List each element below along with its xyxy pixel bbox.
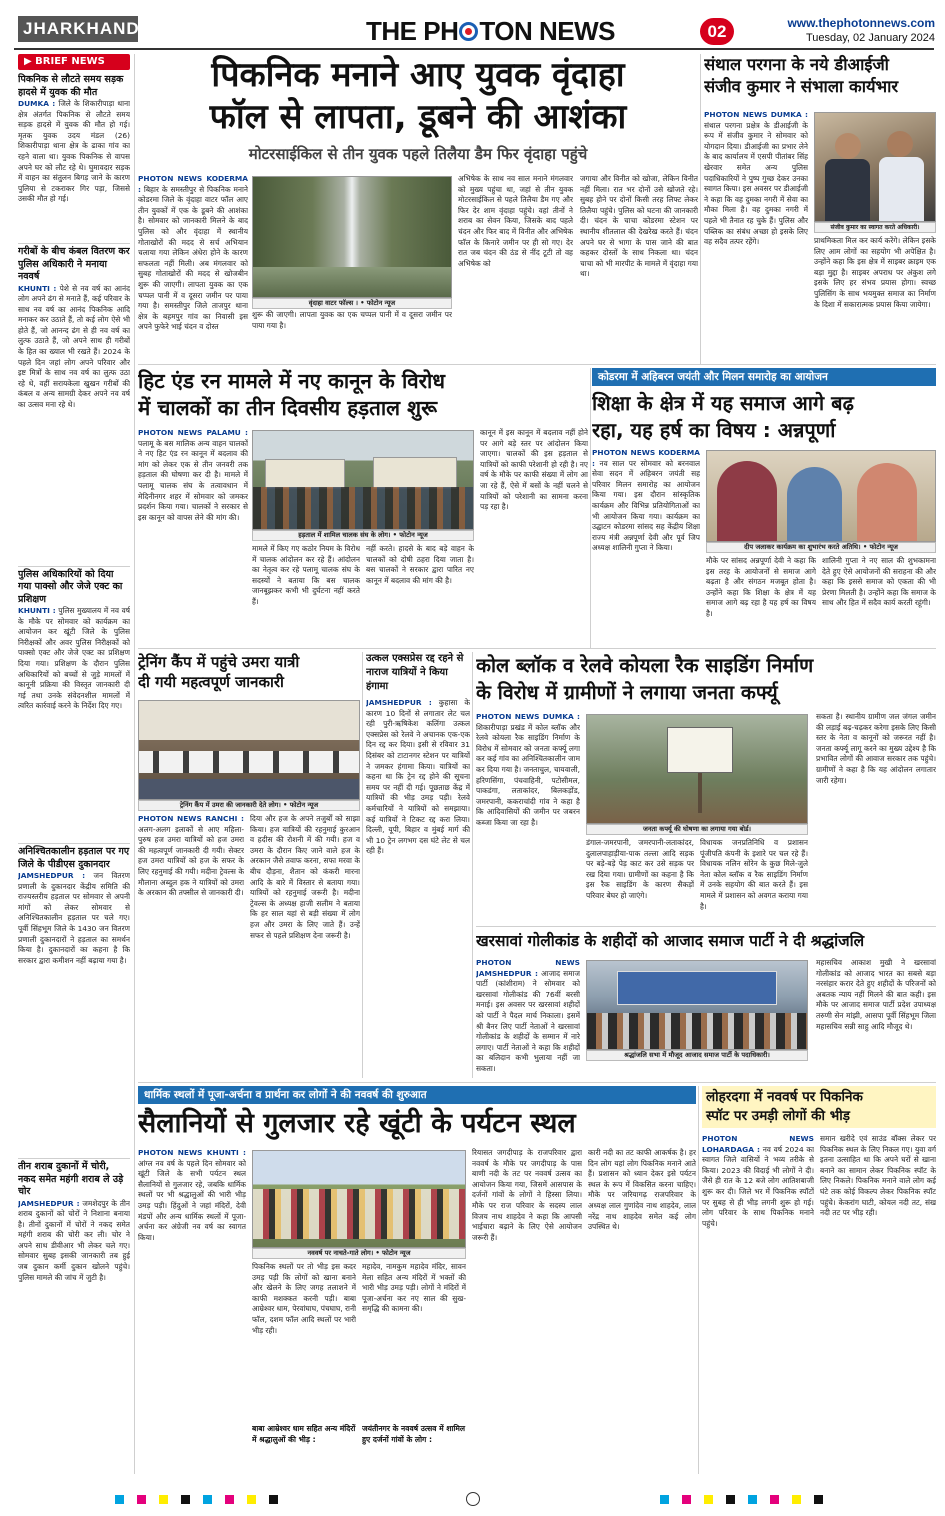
protest-photo xyxy=(252,430,474,530)
color-swatch xyxy=(792,1495,801,1504)
lohardaga-text-2: समान खरीदे एवं साउंड बॉक्स लेकर पर पिकनिक स्थल के लिए निकल गए। युवा वर्ग इतना उत्साहित था कि अपने घरों से खाना बनाने का सामान लेकर पिकनिक स्पॉट के लिए निकले। पिकनिक मनाने वाले लोग कई घंटे तक कोई विकल्प लेकर पिकनिक स्पॉट पहुंचे। केकरांग घाटी, कोयल नदी तट, संख नदी तट पर भीड़ रही। xyxy=(820,1134,936,1218)
ahibaran-headline-line-2: रहा, यह हर्ष का विषय : अन्नपूर्णा xyxy=(592,418,836,442)
color-swatch xyxy=(682,1495,691,1504)
color-swatch xyxy=(247,1495,256,1504)
tourism-text-2b: महादेव, नामकुम महादेव मंदिर, सावन मेला सहित अन्य मंदिरों में भक्तों की भारी भीड़ उमड़ पड़ी। लोगों ने मंदिरों में पूजा-अर्चना कर नए साल की सुख-समृद्धि की कामना की। xyxy=(362,1262,466,1314)
brief-text-3: पुलिस मुख्यालय में नव वर्ष के मौके पर सोमवार को कार्यक्रम का आयोजन कर खूंटी जिले के पुलिस निरीक्षकों और अवर पुलिस निरीक्षकों को पाक्सो एक्ट और जेजे एक्ट का प्रशिक्षण दिया गया। प्रशिक्षण के दौरान पुलिस अधिकारियों को बच्चों से जुड़े मामलों में कानूनी प्रक्रिया की विस्तृत जानकारी दी गई तथा उनके संवेदनशील मामलों में त्वरित कार्रवाई करने के निर्देश दिए गए। xyxy=(18,606,130,711)
tourism-text-2: पिकनिक स्थलों पर तो भीड़ इस कदर उमड़ पड़ी कि लोगों को खाना बनाने और खेलने के लिए जगह तलाशने में काफी मशक्कत करनी पड़ी। बाबा आम्रेश्वर धाम, पेरवांघाघ, पंचघाघ, रानी फॉल, दशम फॉल आदि स्थलों पर भारी भीड़ रही। xyxy=(252,1262,356,1335)
lead-text-col2: अभिषेक के साथ नव साल मनाने मंगलवार को मुख्य पहुंचा था, जहां से तीन युवक मोटरसाईकिल से पहले तिलैया डैम गए और फिर देर शाम वृंदाहा पहुंचे। वहां तीनों ने शराब का सेवन किया, जिसके बाद पहले चंदन और फिर बाद में विनीत और अभिषेक फॉल के किनारे जमीन पर ही सो गए। देर रात जब चंदन की ठंड से नींद टूटी तो वह अभिषेक को xyxy=(458,174,573,268)
brief-news-sidebar xyxy=(18,54,130,1474)
ahibaran-dateline: PHOTON NEWS KODERMA : xyxy=(592,448,700,468)
umra-dateline: PHOTON NEWS RANCHI : xyxy=(138,814,244,823)
hit-run-photo-caption: हड़ताल में शामिल चालक संघ के लोग। • फोटोन न्यूज xyxy=(252,530,474,541)
brief-headline-2: गरीबों के बीच कंबल वितरण कर पुलिस अधिकारी ने मनाया नववर्ष xyxy=(18,246,130,282)
lead-text-col1-cont: शुरू की जाएगी। लापता युवक का एक चप्पल पानी में व दूसरा जमीन पर पाया गया है। xyxy=(252,310,452,330)
brief-headline-1: पिकनिक से लौटते समय सड़क हादसे में युवक की मौत xyxy=(18,74,124,98)
color-swatch xyxy=(748,1495,757,1504)
kharsawan-text-2: महासचिव आकाश मुखी ने खरसावां गोलीकांड को आजाद भारत का सबसे बड़ा नरसंहार करार देते हुए शहीदों के परिजनों को अबतक न्याय नहीं मिलने की बात कही। इस मौके पर आजाद समाज पार्टी प्रदेश उपाध्यक्ष तरुणी सेन मांझी, आसपा पूर्वी सिंहभूम जिला महासचिव सन्नी साहु आदि मौजूद थे। xyxy=(816,958,936,1031)
logo-o-icon xyxy=(459,22,478,41)
kharsawan-headline: खरसावां गोलीकांड के शहीदों को आजाद समाज पार्टी ने दी श्रद्धांजलि xyxy=(476,932,865,950)
issue-date: Tuesday, 02 January 2024 xyxy=(805,32,935,44)
lohardaga-text: नव वर्ष 2024 का स्वागत जिले वासियों ने भव्य तरीके से किया। 2023 की विदाई भी लोगों ने दी। जैसे ही रात के 12 बजे लोग आतिशबाजी शुरू कर दी। जिले भर में पिकनिक स्पॉटों पर सुबह से ही भीड़ लगनी शुरू हो गई। लोग परिवार के साथ पिकनिक मनाने पहुंचे। xyxy=(702,1144,814,1228)
hit-run-text-col4: कानून में इस कानून में बदलाव नहीं होने पर आगे बड़े स्तर पर आंदोलन किया जाएगा। चालकों की इस हड़ताल से यात्रियों को काफी परेशानी हो रही है। नए वर्ष के मौके पर काफी संख्या में लोग आ जा रहे हैं, ऐसे में बसों के नहीं चलने से यात्रियों को परेशानी का सामना करना पड़ रहा है। xyxy=(480,428,588,512)
tourism-text-3: रियासत जगदीपाड़ के राजपरिवार द्वारा नववर्ष के मौके पर जगदीपाड़ के पास बाणी नदी के तट पर नववर्ष उत्सव का आयोजन किया गया, जिसमें आसपास के दर्जनों गांवों के लोगों ने हिस्सा लिया। मौके पर राज परिवार के सदस्य लाल विजय नाथ शाहदेव ने कहा कि आपसी भाईचारा बढ़ाने के लिए ऐसे आयोजन जरूरी हैं। xyxy=(472,1148,582,1242)
brief-text-5: जमशेदपुर के तीन शराब दुकानों को चोरों ने निशाना बनाया है। तीनों दुकानों में चोरों ने नकद समेत महंगी शराब की चोरी कर ली। चोर ने अपने साथ डीवीआर भी लेकर चले गए। सोमवार सुबह इसकी जानकारी तब हुई जब दुकान कर्मी दुकान खोलने पहुंचे। पुलिस मामले की जांच में जुटी है। xyxy=(18,1198,130,1282)
umra-headline-line-1: ट्रेनिंग कैंप में पहुंचे उमरा यात्री xyxy=(138,653,300,671)
umra-story xyxy=(138,652,360,1078)
coal-dateline: PHOTON NEWS DUMKA : xyxy=(476,712,580,721)
logo-text-right: TON NEWS xyxy=(479,16,615,46)
color-swatch xyxy=(660,1495,669,1504)
lead-dateline: PHOTON NEWS KODERMA : xyxy=(138,174,248,194)
dig-headline-line-1: संथाल परगना के नये डीआईजी xyxy=(704,55,889,74)
kharsawan-photo xyxy=(586,960,808,1050)
hit-run-text-col3: नहीं करते। हादसे के बाद बड़े वाहन के चालकों को दोषी ठहरा दिया जाता है। बस चालकों ने सरकार द्वारा पारित नए कानून में बदलाव की मांग की है। xyxy=(366,544,474,585)
tourism-photo-caption: नववर्ष पर नाचते-गाते लोग। • फोटोन न्यूज xyxy=(252,1248,466,1259)
tourism-subhead-1: बाबा आम्रेश्वर धाम सहित अन्य मंदिरों में श्रद्धालुओं की भीड़ : xyxy=(252,1424,356,1444)
tourism-dance-photo xyxy=(252,1150,466,1248)
hit-run-text-col1: पलामू के बस मालिक अन्य वाहन चालकों ने नए हिट एंड रन कानून में बदलाव की मांग को लेकर एक से तीन जनवरी तक हड़ताल की घोषणा कर दी है। मामले में पलामू चालक संघ के तत्वावधान में मेदिनीनगर शहर में सोमवार को जमकर प्रदर्शन किया गया। चालकों ने सरकार से इस कानून को वापस लेने की मांग की। xyxy=(138,438,248,522)
utkal-text: कुहासा के कारण 10 दिनों से लगातार लेट चल रही पुरी-ऋषिकेश कलिंगा उत्कल एक्सप्रेस को रेलवे ने अचानक एक-एक दिन रद्द कर दिया। इसी से रविवार 31 दिसंबर को टाटानगर स्टेशन पर यात्रियों ने जमकर हंगामा किया। यात्रियों का कहना था कि ट्रेन रद्द होने की सूचना समय पर नहीं दी गई। पूछताछ केंद्र में यात्रियों की भीड़ उमड़ पड़ी। रेलवे कर्मचारियों ने यात्रियों को समझाया। कई यात्रियों ने टिकट रद्द करा लिया। दिल्ली, यूपी, बिहार व मुंबई मार्ग की भी 10 ट्रेन लगभग दस घंटे लेट से चल रही हैं। xyxy=(366,698,470,856)
masthead xyxy=(0,0,945,50)
play-icon: ▶ xyxy=(24,56,36,67)
dig-text: संथाल परगना प्रक्षेत्र के डीआईजी के रूप में संजीव कुमार ने सोमवार को योगदान दिया। डीआईजी का प्रभार लेने के बाद कार्यालय में एसपी पीतांबर सिंह खेरवार समेत अन्य पुलिस पदाधिकारियों ने पुष्प गुच्छ देकर उनका स्वागत किया। इस अवसर पर डीआईजी ने कहा कि वह दुमका नगरी में सेवा का मौका मिला है। वह दुमका नगरी में पहले भी तैनात रह चुके हैं। पुलिस और पब्लिक का संबंध अच्छा हो इसके लिए वह सदैव तत्पर रहेंगे। xyxy=(704,120,808,247)
hit-run-story xyxy=(138,368,588,646)
ahibaran-photo-caption: दीप जलाकर कार्यक्रम का शुभारंभ करते अतिथि। • फोटोन न्यूज xyxy=(706,542,936,553)
utkal-headline: उत्कल एक्सप्रेस रद्द रहने से नाराज यात्रियों ने किया हंगामा xyxy=(366,653,464,692)
coal-text-3: विधायक जनप्रतिनिधि व प्रशासन पूंजीपति कंपनी के इशारे पर चल रहे हैं। विधायक नलिन सोरेन के कुछ मिले-जुले नेता कोल ब्लॉक व रैक साइडिंग निर्माण में उनके सहयोग की बात करते हैं। इस मामले में प्रशासन को अवगत कराया गया है। xyxy=(700,838,808,911)
section-label: JHARKHAND xyxy=(18,16,138,42)
brief-headline-3: पुलिस अधिकारियों को दिया गया पाक्सो और जेजे एक्ट का प्रशिक्षण xyxy=(18,568,123,605)
color-swatch xyxy=(203,1495,212,1504)
color-swatch xyxy=(269,1495,278,1504)
color-swatch xyxy=(181,1495,190,1504)
lead-text-col1: बिहार के समस्तीपुर से पिकनिक मनाने कोडरमा जिले के वृंदाहा वाटर फॉल आए तीन युवकों में एक के डूबने की आशंका है। सोमवार को जानकारी मिलने के बाद पुलिस को और वृंदाहा में स्थानीय गोताखोरों की मदद से सर्च अभियान चलाया गया लेकिन अंधेरा होने के कारण सफलता नहीं मिली। अब मंगलवार को सुबह गोताखोरों की मदद से खोजबीन शुरू की जाएगी। लापता युवक का एक चप्पल पानी में व दूसरा जमीन पर पाया गया है। समस्तीपुर जिले ताजपुर थाना क्षेत्र के बहमपुर गांव का निवासी इस अपने फुफेरे भाई चंदन व दोस्त xyxy=(138,184,248,332)
coal-text-2: डंगाल-जमरपानी, जमरपानी-लताकांदर, दुलालपाहाड़ीया-पाक तल्ला आदि सड़क पर बड़े-बड़े पेड़ काट कर उसे सड़क पर रख दिया गया। ग्रामीणों का कहना है कि इस रैक साइडिंग के कारण सैकड़ों परिवार बेघर हो जाएंगे। xyxy=(586,838,694,900)
brief-text-4: जन वितरण प्रणाली के दुकानदार केंद्रीय समिति की राज्यस्तरीय हड़ताल पर सोमवार से अपनी मांगों को लेकर सोमवार से अनिश्चितकालीन हड़ताल पर चले गए। पूर्वी सिंहभूम जिले के 1430 जन वितरण प्रणाली दुकानदारों ने हड़ताल का समर्थन किया है। दुकानदारों का कहना है कि सरकार द्वारा कमीशन नहीं बढ़ाया गया है। xyxy=(18,871,130,965)
dig-text-2: प्राथमिकता मिल कर कार्य करेंगे। लेकिन इसके लिए आम लोगों का सहयोग भी अपेक्षित है। उन्होंने कहा कि इस क्षेत्र में साइबर क्राइम एक बड़ा मुद्दा है। साइबर अपराध पर अंकुश लगे इसके लिए हर संभव प्रयास होगा। स्वच्छ पुलिसिंग के साथ भयमुक्त समाज का निर्माण के दिशा में सकारात्मक प्रयास किया जायेगा। xyxy=(814,236,936,309)
coal-photo-caption: जनता कर्फ्यू की घोषणा का लगाया गया बोर्ड। xyxy=(586,824,808,835)
brief-dateline-5: JAMSHEDPUR : xyxy=(18,1198,80,1208)
coal-headline-line-2: के विरोध में ग्रामीणों ने लगाया जनता कर्फ्यू xyxy=(476,681,778,704)
hit-run-dateline: PHOTON NEWS PALAMU : xyxy=(138,428,248,437)
lohardaga-dateline: PHOTON NEWS LOHARDAGA : xyxy=(702,1134,814,1154)
logo-text-left: THE PH xyxy=(366,16,459,46)
newspaper-logo[interactable] xyxy=(366,16,614,46)
lead-photo-caption: वृंदाहा वाटर फॉल्स । • फोटोन न्यूज xyxy=(252,298,452,309)
coal-text-4: सकता है। स्थानीय ग्रामीण जल जंगल जमीन की लड़ाई बढ़-चढ़कर करेगा इसके लिए किसी स्तर के नेता व कानूनों को जरूरत नहीं है। जनता कर्फ्यू लागू करने का मुख्य उद्देश्य है कि प्रभावित लोगों की आवाज सरकार तक पहुंचे। ग्रामीणों ने कहा है कि यह आंदोलन लगातार जारी रहेगा। xyxy=(816,712,936,785)
brief-text-2: पेशे से नव वर्ष का आनंद लोग अपने ढंग से मनाते हैं, कई परिवार के साथ नव वर्ष का आनंद पिकनिक आदि मनाकर कर उठाते हैं, तो कई लोग ऐसे भी होते हैं, जो आनन्द ढंग से ही नव वर्ष का लुत्फ उठाते हैं, जो अपने साथ ही गरीबों के हित का ख्याल भी रखते हैं। 2024 के पहले दिन जहां लोग अपने परिवार और इष्ट मित्रों के साथ नव वर्ष का लुत्फ उठा रहे थे, वहीं सरायकेला खुखन गरीबों की कंबल व अन्य सामग्री देकर अपने नव वर्ष का उत्सव मना रहे थे। xyxy=(18,283,130,410)
brief-dateline-1: DUMKA : xyxy=(18,99,56,108)
website-url[interactable]: www.thephotonnews.com xyxy=(787,16,935,30)
page-number-badge: 02 xyxy=(700,18,734,45)
brief-news-label: ▶ BRIEF NEWS xyxy=(18,54,130,70)
dig-photo xyxy=(814,112,936,222)
tourism-kicker: धार्मिक स्थलों में पूजा-अर्चना व प्रार्थना कर लोगों ने की नववर्ष की शुरुआत xyxy=(138,1086,696,1104)
tourism-story xyxy=(138,1086,696,1474)
dig-photo-caption: संजीव कुमार का स्वागत करते अधिकारी। xyxy=(814,222,936,233)
brief-dateline-4: JAMSHEDPUR : xyxy=(18,871,86,880)
color-swatch xyxy=(726,1495,735,1504)
coal-headline-line-1: कोल ब्लॉक व रेलवे कोयला रैक साइडिंग निर्माण xyxy=(476,654,814,677)
kharsawan-dateline: PHOTON NEWS JAMSHEDPUR : xyxy=(476,958,580,978)
lead-subhead: मोटरसाईकिल से तीन युवक पहले तिलैया डैम फिर वृंदाहा पहुंचे xyxy=(248,145,588,163)
dig-headline-line-2: संजीव कुमार ने संभाला कार्यभार xyxy=(704,77,899,96)
lead-headline-line-2: फॉल से लापता, डूबने की आशंका xyxy=(209,97,627,137)
ahibaran-photo xyxy=(706,450,936,542)
brief-headline-4: अनिश्चितकालीन हड़ताल पर गए जिले के पीडीएस दुकानदार xyxy=(18,846,130,870)
hit-run-headline-line-1: हिट एंड रन मामले में नए कानून के विरोध xyxy=(138,369,445,393)
kharsawan-text: आजाद समाज पार्टी (कांशीराम) ने सोमवार को खरसावां गोलीकांड की 76वीं बरसी मनाई। इस अवसर पर खरसावां शहीदों को पार्टी ने पैदल मार्च निकाला। इसमें श्री बैनर लिए पार्टी नेताओं ने खरसावां गोलीकांड के शहीदों के सम्मान में नारे लगाए। पार्टी नेताओं ने कहा कि शहीदों का बलिदान कभी भुलाया नहीं जा सकता। xyxy=(476,968,580,1073)
kharsawan-photo-caption: श्रद्धांजलि सभा में मौजूद आजाद समाज पार्टी के पदाधिकारी। xyxy=(586,1050,808,1061)
lohardaga-headline-line-1: लोहरदगा में नववर्ष पर पिकनिक xyxy=(706,1089,863,1105)
color-swatch xyxy=(159,1495,168,1504)
ahibaran-text-3: शालिनी गुप्ता ने नए साल की शुभकामना देते हुए ऐसे आयोजनों की सराहना की और कहा कि इससे समाज को एकता की भी प्रेरणा मिलती है। उन्होंने कहा कि समाज के साथ और हित में सदैव कार्य करती रहूंगी। xyxy=(822,556,936,608)
lohardaga-headline-line-2: स्पॉट पर उमड़ी लोगों की भीड़ xyxy=(706,1108,850,1124)
coal-board-photo xyxy=(586,714,808,824)
ahibaran-banner: कोडरमा में अहिबरन जयंती और मिलन समारोह का आयोजन xyxy=(592,368,936,386)
color-swatch xyxy=(704,1495,713,1504)
kharsawan-story xyxy=(476,930,936,1080)
tourism-text-4: कारी नदी का तट काफी आकर्षक है। हर दिन लोग यहां लोग पिकनिक मनाने आते हैं। प्रशासन को ध्यान देकर इसे पर्यटन स्थल के रूप में विकसित करना चाहिए। मौके पर जरियागढ़ राजपरिवार के अध्यक्ष लाल गुणांदेव नाथ शाहदेव, लाल नरेंद्र नाथ शाहदेव समेत कई लोग उपस्थित थे। xyxy=(588,1148,696,1232)
color-swatch xyxy=(115,1495,124,1504)
color-swatch xyxy=(137,1495,146,1504)
ahibaran-text: नव साल पर सोमवार को बरनवाल सेवा सदन में अहिबरन जयंती सह परिवार मिलन समारोह का आयोजन किया गया। इस दौरान सांस्कृतिक कार्यक्रम और विभिन्न प्रतियोगिताओं का भी आयोजन किया गया। कार्यक्रम का उद्घाटन कोडरमा सांसद सह केंद्रीय शिक्षा राज्य मंत्री अन्नपूर्णा देवी और पूर्व जिप अध्यक्ष शालिनी गुप्ता ने किया। xyxy=(592,458,700,553)
umra-text-2: दिया और हज के अपने तजुर्बों को साझा किया। हज यात्रियों की रहनुमाई कुरआन व हदीस की रोशनी में की गयी। हज व उमरा के दौरान किए जाने वाले हज के अरकान जैसे तवाफ करना, सफा मरवा के बीच दौड़ना, शैतान को कंकरी मारना आदि के बारे में विस्तार से बताया गया। xyxy=(250,814,360,887)
color-swatch xyxy=(770,1495,779,1504)
lohardaga-story xyxy=(702,1086,936,1474)
coal-text: शिकारीपाड़ा प्रखंड में कोल ब्लॉक और रेलवे कोयला रैक साइडिंग निर्माण के विरोध में सोमवार को जनता कर्फ्यू लगा कर कई गांव का अनिश्चितकालीन जाम कर दिया गया है। जनताचुल, चायवाली, हरिणसिंगा, पंचवाहिनी, पटोसीमल, पाकडंगा, लताकांदर, बिलकड़ोंड, जमरपानी, ककराचांदी गांव ने कहा है कि आदिवासियों की जमीन पर जबरन कब्जा किया जा रहा है। xyxy=(476,722,580,827)
tourism-text: आंग्ल नव वर्ष के पहले दिन सोमवार को खूंटी जिले के सभी पर्यटन स्थल सैलानियों से गुलजार रहे, जबकि धार्मिक स्थलों पर भी श्रद्धालुओं की भारी भीड़ उमड़ पड़ी। हिंदुओं ने जहां मंदिरों, देवी मंडपों और अन्य धार्मिक स्थलों में पूजा-अर्चना कर अंग्रेजी नव वर्ष का स्वागत किया। xyxy=(138,1158,246,1242)
utkal-story xyxy=(366,652,470,1078)
umra-headline-line-2: दी गयी महत्वपूर्ण जानकारी xyxy=(138,673,284,691)
hit-run-text-col2: मामले में किए गए कठोर नियम के विरोध में चालक आंदोलन कर रहे हैं। आंदोलन का नेतृत्व कर रहे पलामू चालक संघ के सदस्यों ने बताया कि बस चालक जानबूझकर कभी भी दुर्घटना नहीं करते हैं। xyxy=(252,544,360,606)
tourism-dateline: PHOTON NEWS KHUNTI : xyxy=(138,1148,246,1157)
tourism-headline: सैलानियों से गुलजार रहे खूंटी के पर्यटन स्थल xyxy=(138,1108,576,1139)
umra-text-3: यात्रियों को रहनुमाई जरूरी है। मदीना ट्रेवल्स के अध्यक्ष हाजी सलीम ने बताया कि हर साल यहां से बड़ी संख्या में लोग हज और उमरा के लिए जाते हैं। उन्हें सफर से पहले प्रशिक्षण देना जरूरी है। xyxy=(250,888,360,940)
ahibaran-story xyxy=(592,368,936,646)
brief-text-1: जिले के शिकारीपाड़ा थाना क्षेत्र अंतर्गत पिकनिक से लौटते समय सड़क हादसे में युवक की मौत हो गई। मृतक युवक उदय मंडल (26) शिकारीपाड़ा थाना क्षेत्र के ढाका गांव का रहने वाला था। युवक पिकनिक से वापस अपने घर को लौट रहे थे। घुमावदार सड़क में वाहन का संतुलन बिगड़ जाने के कारण पुलिया से टकराकर गिर पड़ा, जिससे उसकी मौत हो गई। xyxy=(18,99,130,204)
utkal-dateline: JAMSHEDPUR : xyxy=(366,698,432,707)
umra-text: अलग-अलग इलाकों से आए महिला-पुरुष हज उमरा यात्रियों को हज उमरा की महत्वपूर्ण जानकारी दी गयी। सेक्टर हज उमरा यात्रियों को हज के सफर के लिए रहनुमाई की गयी। मदीना ट्रेवल्स के मौलाना अब्दुल हक ने यात्रियों को उमरा के अरकान की तफ्सील से जानकारी दी। xyxy=(138,824,244,898)
tourism-subhead-2: जयंतीनगर के नववर्ष उत्सव में शामिल हुए दर्जनों गांवों के लोग : xyxy=(362,1424,466,1444)
hit-run-headline-line-2: में चालकों का तीन दिवसीय हड़ताल शुरू xyxy=(138,396,438,420)
color-swatch xyxy=(225,1495,234,1504)
lead-headline-line-1: पिकनिक मनाने आए युवक वृंदाहा xyxy=(211,55,625,95)
umra-training-photo xyxy=(138,700,360,800)
lohardaga-headline-box xyxy=(702,1086,936,1128)
ahibaran-headline-line-1: शिक्षा के क्षेत्र में यह समाज आगे बढ़ xyxy=(592,391,854,415)
dig-dateline: PHOTON NEWS DUMKA : xyxy=(704,110,808,119)
lead-text-col3: जगाया और विनीत को खोजा, लेकिन विनीत नहीं मिला। रात भर दोनों उसे खोजते रहे। सुबह होने पर दोनों किसी तरह लिफ्ट लेकर तिलैया पहुंचे। पुलिस को घटना की जानकारी दी। चंदन के चाचा कोडरमा स्टेशन पर स्थानीय शीतलाल की देखरेख करते हैं। चंदन अपने घर से भागा के पास जाने की बात कहकर दोस्तों के साथ निकला था। चंदन चाचा को भी मारपीट के मामले में वृंदाहा गया था। xyxy=(580,174,698,279)
brief-dateline-2: KHUNTI : xyxy=(18,283,57,293)
brief-dateline-3: KHUNTI : xyxy=(18,606,56,615)
print-color-bar xyxy=(0,1490,945,1510)
registration-mark-icon xyxy=(466,1492,480,1506)
brief-headline-5: तीन शराब दुकानों में चोरी, नकद समेत महंगी शराब ले उड़े चोर xyxy=(18,1161,124,1197)
coal-story xyxy=(476,652,936,924)
dig-story xyxy=(704,54,936,364)
lead-story xyxy=(138,54,698,360)
color-swatch xyxy=(814,1495,823,1504)
waterfall-photo xyxy=(252,176,452,298)
umra-photo-caption: ट्रेनिंग कैंप में उमरा की जानकारी देते लोग। • फोटोन न्यूज xyxy=(138,800,360,811)
ahibaran-text-2: मौके पर सांसद अन्नपूर्णा देवी ने कहा कि इस तरह के आयोजनों से समाज आगे बढ़ता है और संगठन मजबूत होता है। उन्होंने कहा कि शिक्षा के क्षेत्र में यह समाज आगे बढ़ रहा है यह हर्ष का विषय है। xyxy=(706,556,816,618)
